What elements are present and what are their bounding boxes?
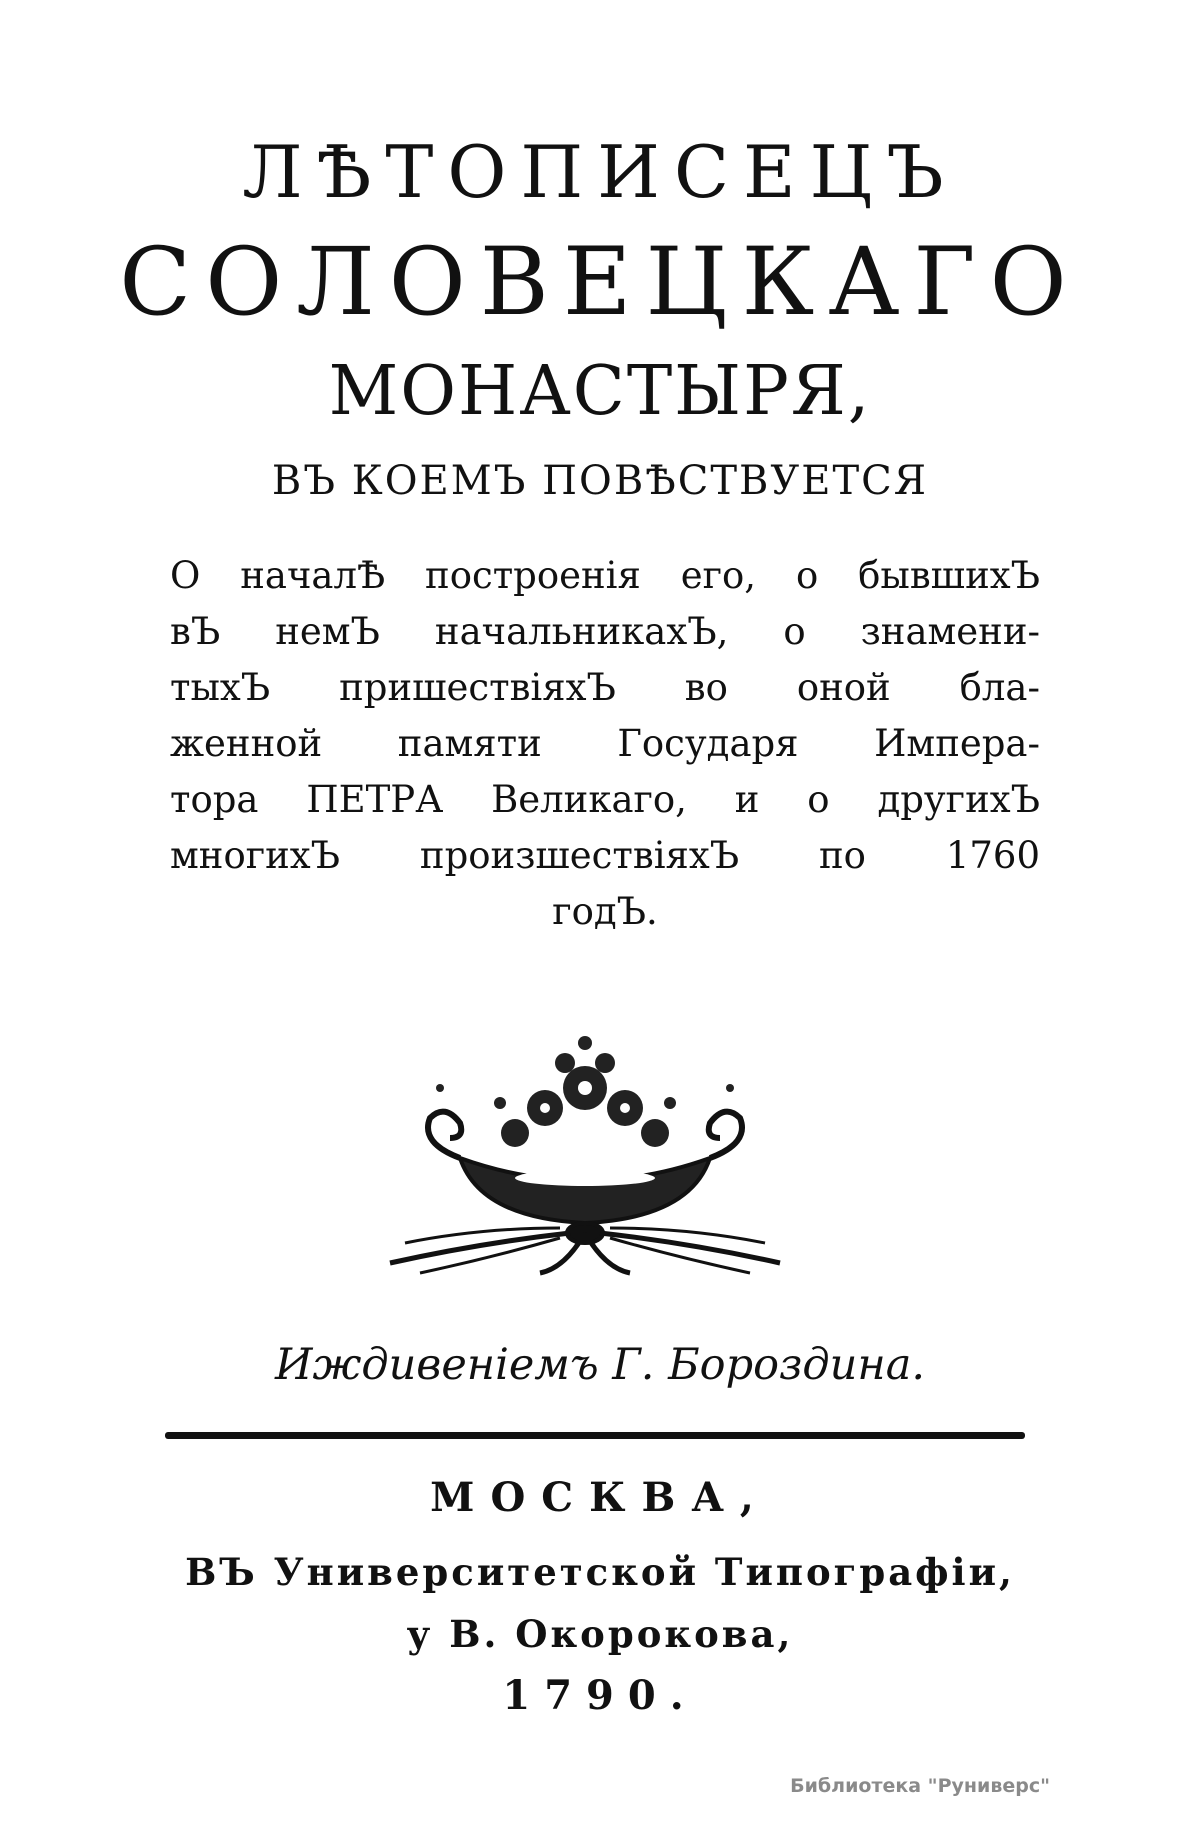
description-line: многихЪ произшествіяхЪ по 1760 <box>170 834 1040 877</box>
library-watermark: Библиотека "Руниверс" <box>790 1775 1050 1797</box>
description-line: тыхЪ пришествіяхЪ во оной бла- <box>170 666 1040 709</box>
press-line-2: у В. Окорокова, <box>406 1612 794 1656</box>
divider-rule <box>165 1432 1025 1439</box>
floral-basket-ornament-icon <box>360 1028 810 1278</box>
city-line: МОСКВА, <box>430 1474 770 1521</box>
publisher-line: Иждивеніемъ Г. Бороздина. <box>274 1340 926 1390</box>
description-block <box>170 548 1040 940</box>
press-line-1: ВЪ Университетской Типографіи, <box>185 1550 1015 1594</box>
description-line: О началѢ построенія его, о бывшихЪ <box>170 554 1040 597</box>
title-line-3: МОНАСТЫРЯ, <box>328 352 872 431</box>
description-line: вЪ немЪ начальникахЪ, о знамени- <box>170 610 1040 653</box>
subtitle: ВЪ КОЕМЪ ПОВѢСТВУЕТСЯ <box>271 458 929 504</box>
year-line: 1790. <box>502 1672 698 1719</box>
title-line-2: СОЛОВЕЦКАГО <box>119 228 1081 337</box>
description-line: женной памяти Государя Импера- <box>170 722 1040 765</box>
description-line: годЪ. <box>552 890 658 933</box>
title-line-1: ЛѢТОПИСЕЦЪ <box>242 130 958 214</box>
description-line: тора ПЕТРА Великаго, и о другихЪ <box>170 778 1040 821</box>
